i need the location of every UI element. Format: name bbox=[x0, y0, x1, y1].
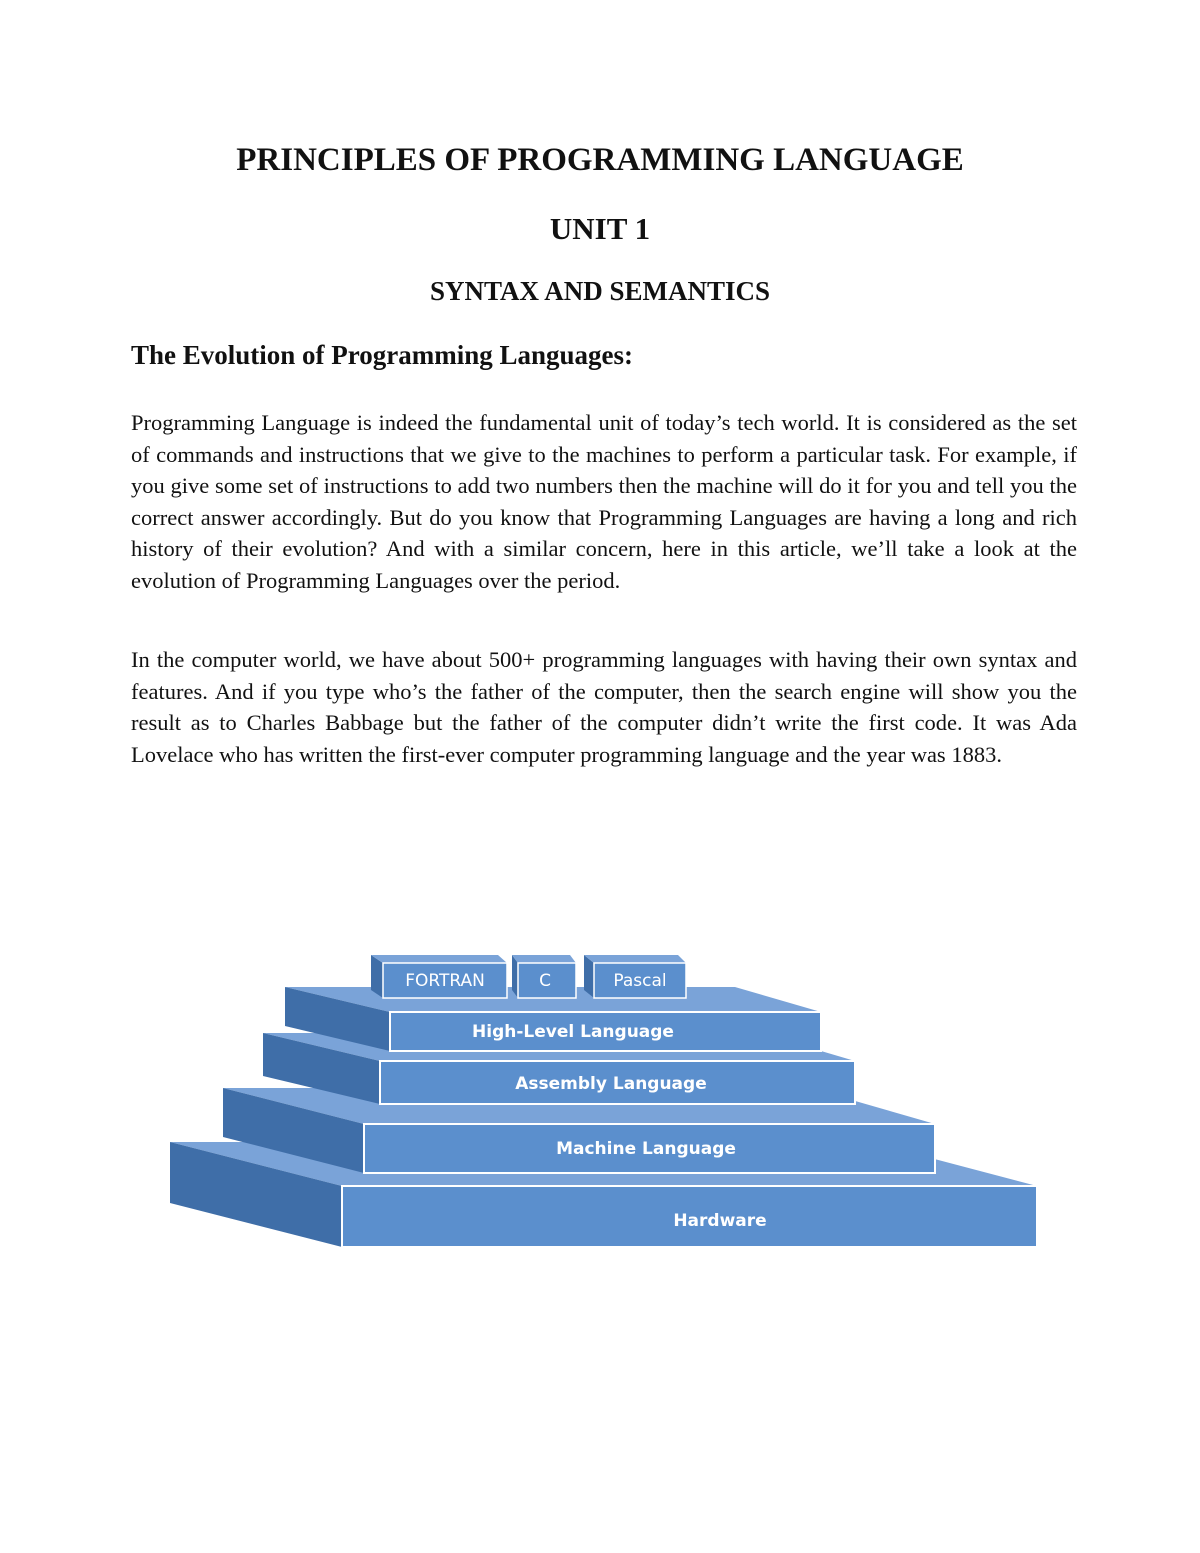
box-label: FORTRAN bbox=[405, 971, 485, 991]
section-title: SYNTAX AND SEMANTICS bbox=[429, 276, 771, 306]
paragraph: In the computer world, we have about 500+ programming languages with having their own syntax and features. And if you type who’s the father of the computer, then the search engine will show you the result as to Charles Babbage but the father of the computer didn’t write the first code. It was Ada Lovelace who has written the first-ever computer programming language and the year was 1883. bbox=[131, 647, 1077, 767]
language-box-c bbox=[512, 955, 576, 998]
sub-heading: The Evolution of Programming Languages: bbox=[131, 340, 634, 370]
layer-label: Machine Language bbox=[556, 1139, 736, 1159]
box-top-face bbox=[371, 955, 507, 963]
paragraph: Programming Language is indeed the fundamental unit of today’s tech world. It is considered as the set of commands and instructions that we give to the machines to perform a particular task. For example, if you give some set of instructions to add two numbers then the machine will do it for you and tell you the correct answer accordingly. But do you know that Programming Languages are having a long and rich history of their evolution? And with a similar concern, here in this article, we’ll take a look at the evolution of Programming Languages over the period. bbox=[131, 410, 1077, 593]
layer-label: Assembly Language bbox=[515, 1074, 707, 1094]
box-top-face bbox=[584, 955, 686, 963]
box-label: Pascal bbox=[613, 971, 667, 991]
language-box-pascal bbox=[584, 955, 686, 998]
language-box-fortran bbox=[371, 955, 507, 998]
layer-label: Hardware bbox=[673, 1211, 767, 1231]
box-label: C bbox=[539, 971, 551, 991]
layer-label: High-Level Language bbox=[472, 1022, 674, 1042]
box-top-face bbox=[512, 955, 576, 963]
document-title: PRINCIPLES OF PROGRAMMING LANGUAGE bbox=[236, 142, 964, 178]
unit-title: UNIT 1 bbox=[549, 211, 651, 246]
